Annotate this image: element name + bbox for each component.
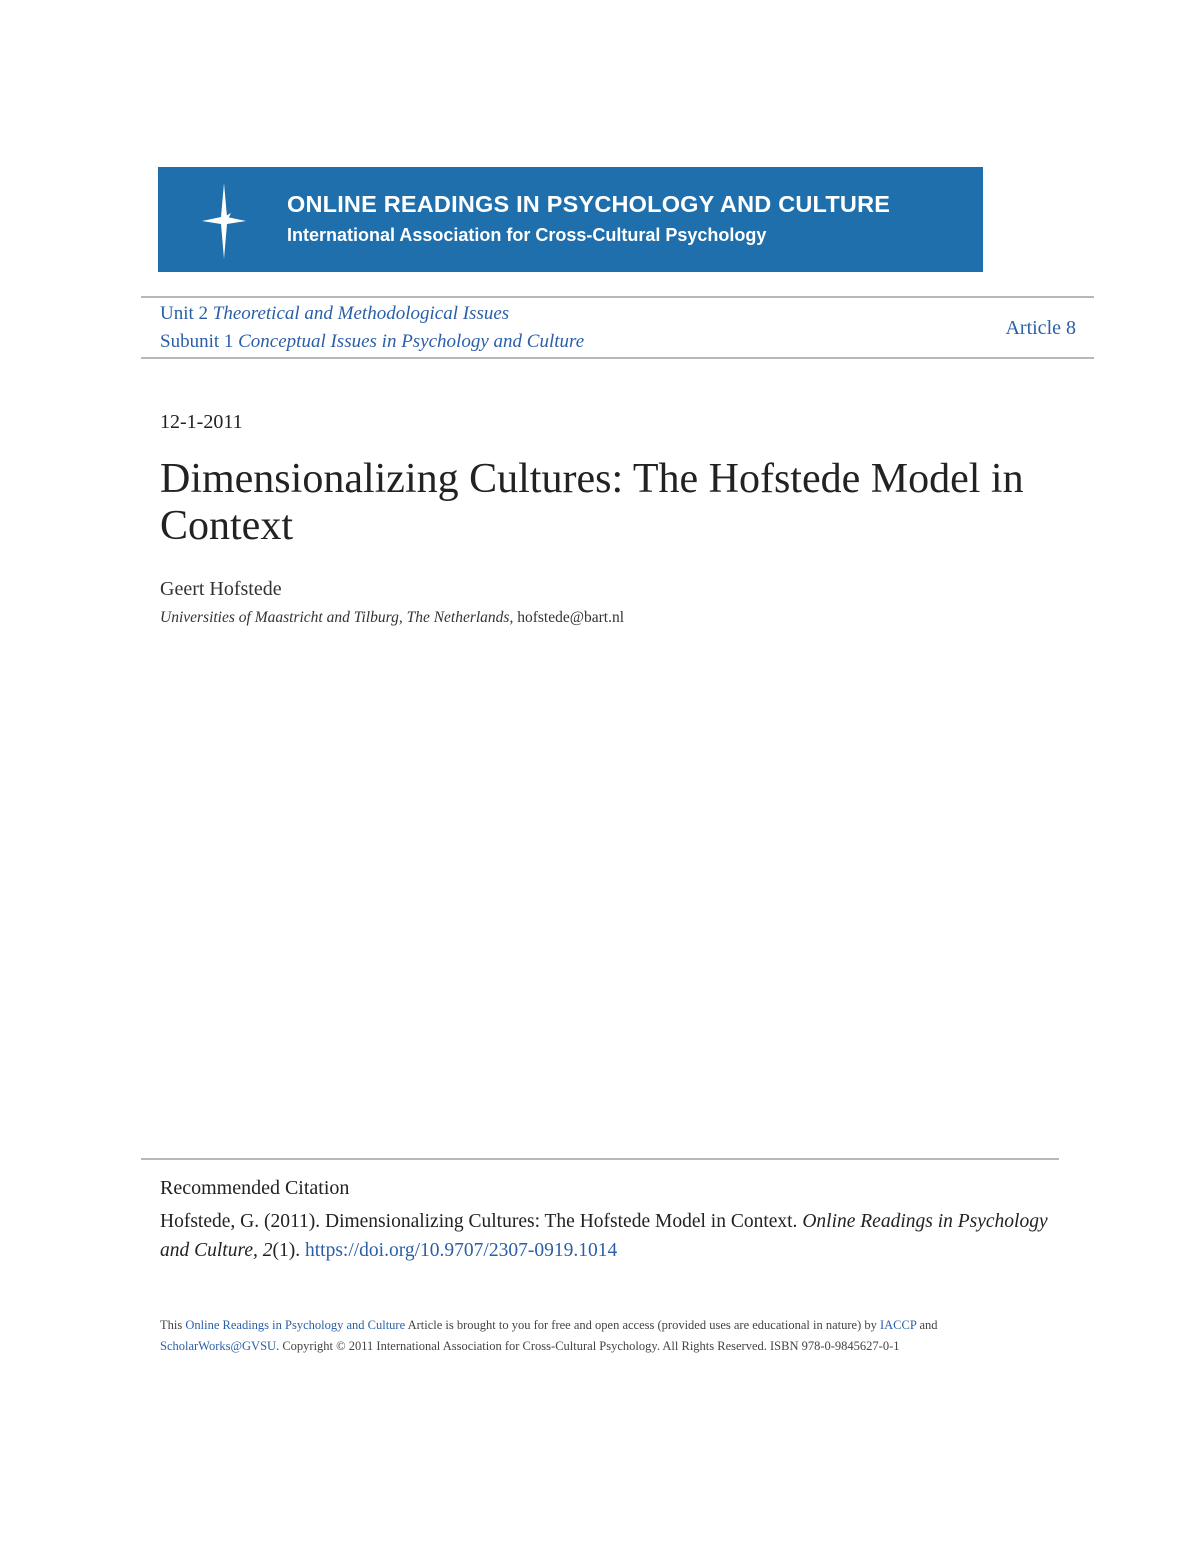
- article-number-link[interactable]: Article 8: [1005, 317, 1076, 339]
- author-email[interactable]: hofstede@bart.nl: [517, 609, 625, 626]
- author-name: Geert Hofstede: [160, 578, 282, 600]
- citation-issue: (1).: [272, 1240, 305, 1261]
- footer-part1: This: [160, 1318, 186, 1332]
- banner-title: ONLINE READINGS IN PSYCHOLOGY AND CULTURE: [287, 191, 891, 217]
- doi-link[interactable]: https://doi.org/10.9707/2307-0919.1014: [305, 1240, 618, 1261]
- banner-subtitle: International Association for Cross-Cultural Psychology: [287, 225, 767, 245]
- citation-journal: Online Readings in Psychology and Culture, 2: [160, 1211, 1048, 1261]
- orpc-link[interactable]: Online Readings in Psychology and Culture: [185, 1318, 406, 1332]
- subunit-name: Conceptual Issues in Psychology and Culture: [238, 331, 585, 352]
- journal-banner: [158, 167, 983, 272]
- citation-text: [160, 1207, 1050, 1265]
- publication-date: 12-1-2011: [160, 411, 243, 433]
- paper-title: Dimensionalizing Cultures: The Hofstede Model in Context: [160, 456, 1024, 549]
- unit-name: Theoretical and Methodological Issues: [212, 303, 510, 324]
- compass-star-logo-icon: [200, 183, 248, 259]
- scholarworks-link[interactable]: ScholarWorks@GVSU: [160, 1339, 277, 1353]
- citation-heading: Recommended Citation: [160, 1177, 350, 1199]
- iaccp-link[interactable]: IACCP: [879, 1318, 917, 1332]
- subunit-link[interactable]: [160, 331, 584, 353]
- top-divider: [141, 296, 1094, 298]
- affiliation-text: Universities of Maastricht and Tilburg, The Netherlands: [160, 609, 510, 626]
- footer-part4: . Copyright © 2011 International Association for Cross-Cultural Psychology. All Rights Reserved. ISBN 978-0-9845627-0-1: [276, 1339, 900, 1353]
- footer-part2: Article is brought to you for free and open access (provided uses are educational in nature) by: [405, 1318, 880, 1332]
- author-affiliation: Universities of Maastricht and Tilburg, The Netherlands, hofstede@bart.nl: [160, 609, 625, 626]
- header-bottom-divider: [141, 357, 1094, 359]
- unit-link[interactable]: [160, 303, 509, 325]
- footer-notice: [160, 1315, 1050, 1357]
- citation-divider: [141, 1158, 1059, 1160]
- unit-label: Unit 2: [160, 303, 209, 324]
- subunit-label: Subunit 1: [160, 331, 234, 352]
- footer-part3: and: [916, 1318, 938, 1332]
- citation-plain: Hofstede, G. (2011). Dimensionalizing Cultures: The Hofstede Model in Context.: [160, 1211, 803, 1232]
